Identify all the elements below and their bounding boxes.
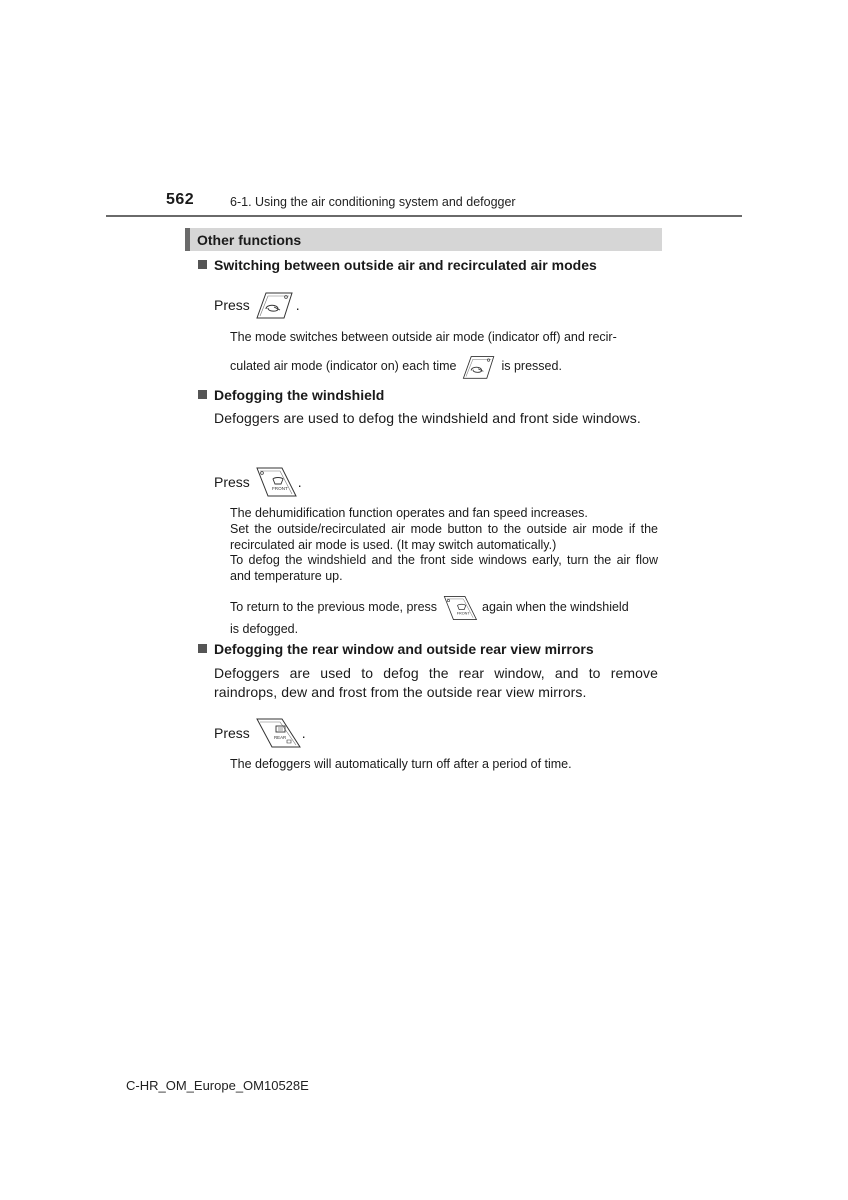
bullet-square-icon [198,260,207,269]
note-text: To return to the previous mode, press [230,600,438,615]
note-recirculation-line2 [230,354,658,380]
chapter-title: 6-1. Using the air conditioning system and defogger [230,195,516,209]
bullet-square-icon [198,644,207,653]
heading-text: Defogging the rear window and outside rear view mirrors [214,641,594,657]
recirculation-button-icon [460,354,498,380]
note-windshield-4 [230,594,658,622]
note-recirculation-line1: The mode switches between outside air mode (indicator off) and recir- [230,330,617,344]
press-label: Press [214,474,250,490]
heading-text: Switching between outside air and recirculated air modes [214,257,597,273]
footer-doc-id: C-HR_OM_Europe_OM10528E [126,1078,309,1093]
press-label: Press [214,297,250,313]
press-instruction-rear-window [214,716,306,750]
press-instruction-recirculation [214,290,300,320]
note-windshield-3: To defog the windshield and the front side windows early, turn the air flow and temperature up. [230,553,658,583]
note-windshield-1: The dehumidification function operates and fan speed increases. [230,506,588,520]
press-suffix: . [295,297,300,313]
note-text: culated air mode (indicator on) each time [230,359,457,374]
rear-button-text: REAR [273,735,286,740]
rear-defogger-button-icon [254,716,302,750]
front-defogger-button-icon [254,465,298,499]
press-label: Press [214,725,250,741]
note-text: is pressed. [501,359,562,374]
item-heading-windshield [198,387,384,403]
press-suffix: . [297,474,302,490]
page-number: 562 [166,191,195,208]
press-suffix: . [301,725,306,741]
item-heading-rear-window [198,641,594,657]
front-button-text: FRONT [456,611,470,616]
body-windshield: Defoggers are used to defog the windshield and front side windows. [214,410,641,426]
note-windshield-4-cont: is defogged. [230,622,299,636]
note-windshield-2: Set the outside/recirculated air mode button to the outside air mode if the recirculated air mode is used. (It may switch automatically.) [230,522,658,552]
body-rear-window: Defoggers are used to defog the rear window, and to remove raindrops, dew and frost from the outside rear view mirrors. [214,665,658,700]
header-divider [106,215,742,217]
note-rear-window: The defoggers will automatically turn off after a period of time. [230,757,572,771]
press-instruction-windshield [214,465,302,499]
recirculation-button-icon [254,290,296,320]
item-heading-recirculation [198,257,597,273]
section-title: Other functions [197,232,302,248]
front-defogger-button-icon [441,594,479,622]
heading-text: Defogging the windshield [214,387,385,403]
front-button-text: FRONT [271,486,288,491]
bullet-square-icon [198,390,207,399]
note-text: again when the windshield [482,600,629,615]
